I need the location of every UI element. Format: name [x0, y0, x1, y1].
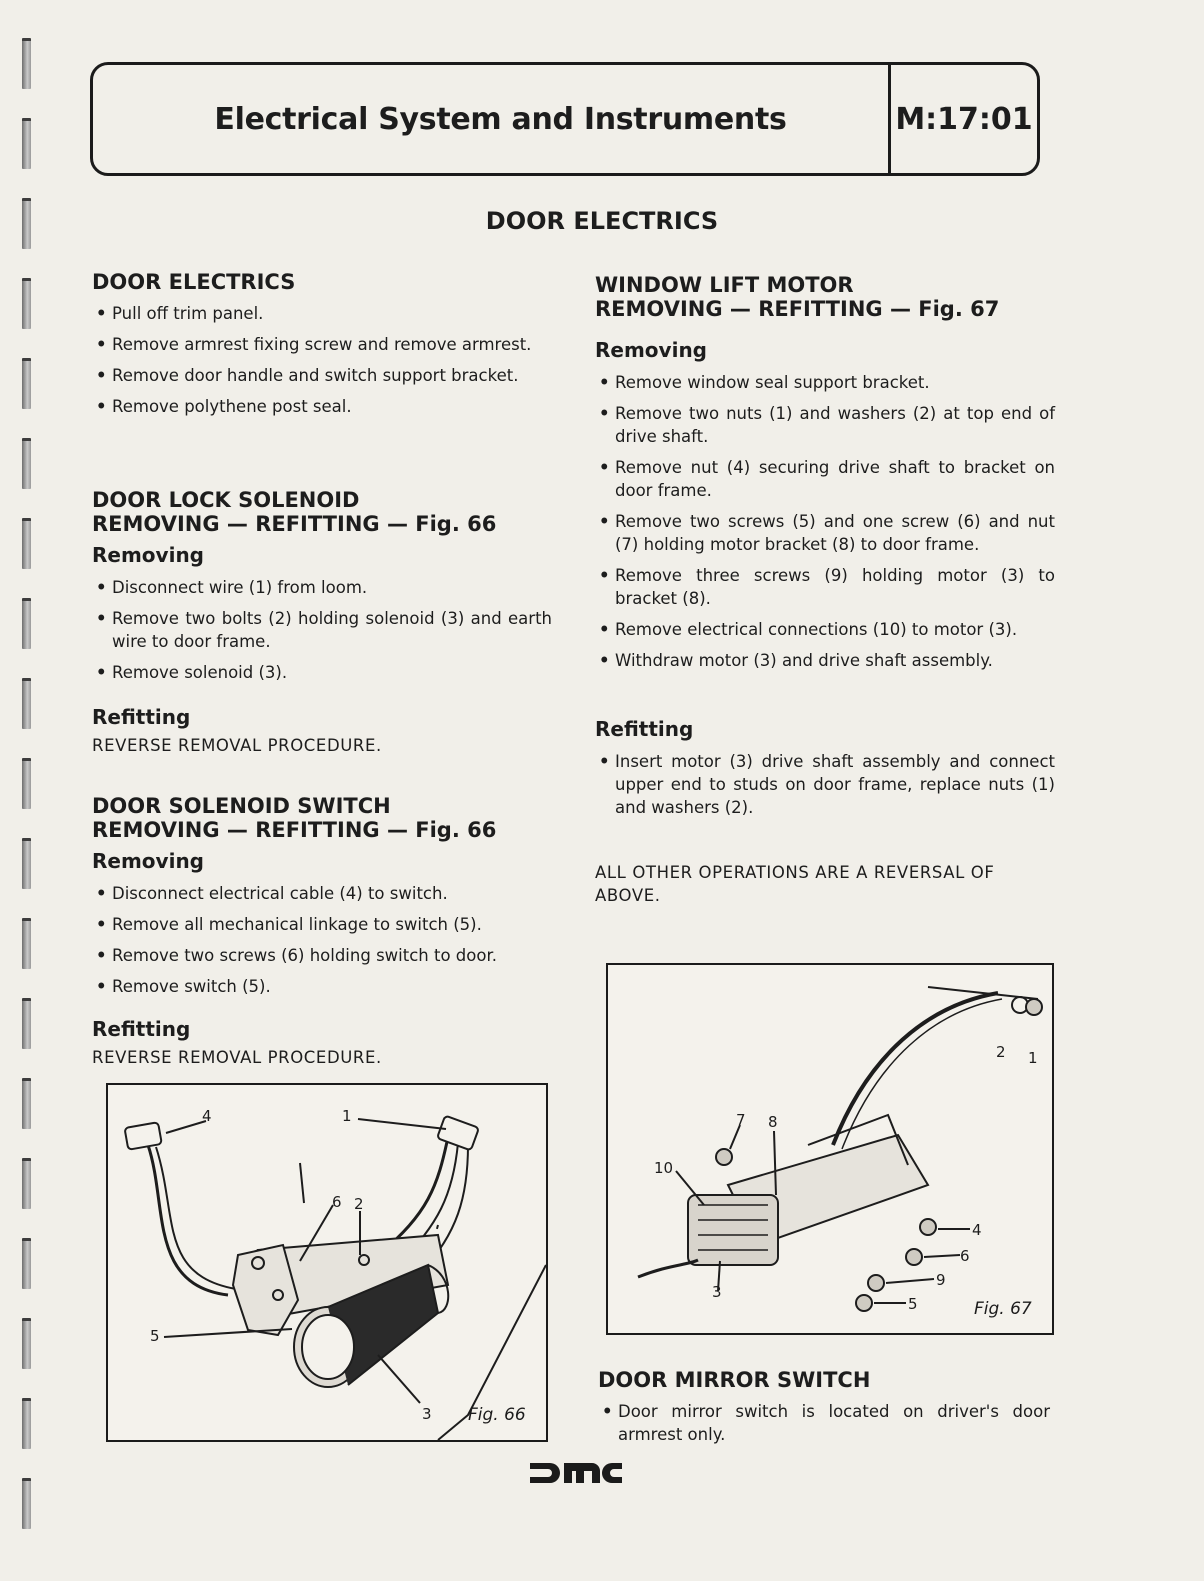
list-item: • Remove polythene post seal. [92, 395, 552, 418]
section-window-lift-motor [595, 273, 1055, 907]
callout-2: 2 [996, 1043, 1006, 1061]
list-item: • Door mirror switch is located on driver's door armrest only. [598, 1400, 1050, 1446]
section-door-solenoid-switch [92, 794, 552, 1069]
header-title: Electrical System and Instruments [214, 101, 787, 137]
callout-6: 6 [960, 1247, 970, 1265]
step-list [92, 302, 552, 418]
list-item: • Remove electrical connections (10) to motor (3). [595, 618, 1055, 641]
refitting-text: REVERSE REMOVAL PROCEDURE. [92, 736, 382, 755]
list-item: • Remove all mechanical linkage to switch (5). [92, 913, 552, 936]
list-item: • Remove switch (5). [92, 975, 552, 998]
dmc-logo-icon [528, 1460, 624, 1486]
removing-heading: Removing [92, 849, 204, 873]
all-other-operations-note: ALL OTHER OPERATIONS ARE A REVERSAL OF ABOVE. [595, 863, 995, 905]
list-item: • Insert motor (3) drive shaft assembly and connect upper end to studs on door frame, replace nuts (1) and washers (2). [595, 750, 1055, 819]
section-subheading: REMOVING — REFITTING — Fig. 67 [595, 297, 1000, 321]
solenoid-illustration [108, 1085, 546, 1440]
refitting-heading: Refitting [92, 1017, 191, 1041]
list-item: • Remove two screws (5) and one screw (6) and nut (7) holding motor bracket (8) to door frame. [595, 510, 1055, 556]
removing-heading: Removing [595, 338, 707, 362]
list-item: • Remove two screws (6) holding switch to door. [92, 944, 552, 967]
list-item: • Remove window seal support bracket. [595, 371, 1055, 394]
list-item: • Remove armrest fixing screw and remove armrest. [92, 333, 552, 356]
section-heading: DOOR SOLENOID SWITCH [92, 794, 391, 818]
section-heading: DOOR ELECTRICS [92, 270, 296, 294]
step-list [598, 1400, 1050, 1446]
figure-66 [106, 1083, 548, 1442]
figure-caption: Fig. 67 [974, 1299, 1032, 1319]
section-door-lock-solenoid [92, 488, 552, 757]
list-item: • Disconnect electrical cable (4) to switch. [92, 882, 552, 905]
step-list [595, 371, 1055, 672]
refitting-text: REVERSE REMOVAL PROCEDURE. [92, 1048, 382, 1067]
window-motor-illustration [608, 965, 1052, 1333]
list-item: • Disconnect wire (1) from loom. [92, 576, 552, 599]
dmc-logo [528, 1460, 624, 1486]
list-item: • Withdraw motor (3) and drive shaft assembly. [595, 649, 1055, 672]
refitting-heading: Refitting [92, 705, 191, 729]
section-heading: DOOR LOCK SOLENOID [92, 488, 360, 512]
list-item: • Remove door handle and switch support bracket. [92, 364, 552, 387]
page-header [90, 62, 1040, 176]
callout-8: 8 [768, 1113, 778, 1131]
section-door-electrics [92, 270, 552, 418]
step-list [92, 882, 552, 998]
callout-2: 2 [354, 1195, 364, 1213]
figure-67 [606, 963, 1054, 1335]
section-heading: DOOR MIRROR SWITCH [598, 1368, 871, 1392]
callout-4: 4 [972, 1221, 982, 1239]
callout-5: 5 [908, 1295, 918, 1313]
removing-heading: Removing [92, 543, 204, 567]
refitting-heading: Refitting [595, 717, 694, 741]
page-title: DOOR ELECTRICS [485, 207, 719, 235]
section-subheading: REMOVING — REFITTING — Fig. 66 [92, 818, 497, 842]
section-code: M:17:01 [888, 65, 1037, 173]
refit-list [595, 750, 1055, 819]
section-subheading: REMOVING — REFITTING — Fig. 66 [92, 512, 497, 536]
list-item: • Remove three screws (9) holding motor (3) to bracket (8). [595, 564, 1055, 610]
step-list [92, 576, 552, 684]
callout-6: 6 [332, 1193, 342, 1211]
callout-1: 1 [342, 1107, 352, 1125]
callout-10: 10 [654, 1159, 674, 1177]
section-door-mirror-switch [598, 1368, 1050, 1446]
callout-9: 9 [936, 1271, 946, 1289]
section-heading: WINDOW LIFT MOTOR [595, 273, 854, 297]
list-item: • Remove solenoid (3). [92, 661, 552, 684]
callout-3: 3 [422, 1405, 432, 1423]
binder-holes [22, 30, 42, 1570]
callout-7: 7 [736, 1111, 746, 1129]
callout-4: 4 [202, 1107, 212, 1125]
list-item: • Remove two bolts (2) holding solenoid (3) and earth wire to door frame. [92, 607, 552, 653]
figure-caption: Fig. 66 [468, 1405, 526, 1425]
callout-3: 3 [712, 1283, 722, 1301]
list-item: • Pull off trim panel. [92, 302, 552, 325]
callout-5: 5 [150, 1327, 160, 1345]
callout-1: 1 [1028, 1049, 1038, 1067]
list-item: • Remove nut (4) securing drive shaft to bracket on door frame. [595, 456, 1055, 502]
list-item: • Remove two nuts (1) and washers (2) at top end of drive shaft. [595, 402, 1055, 448]
